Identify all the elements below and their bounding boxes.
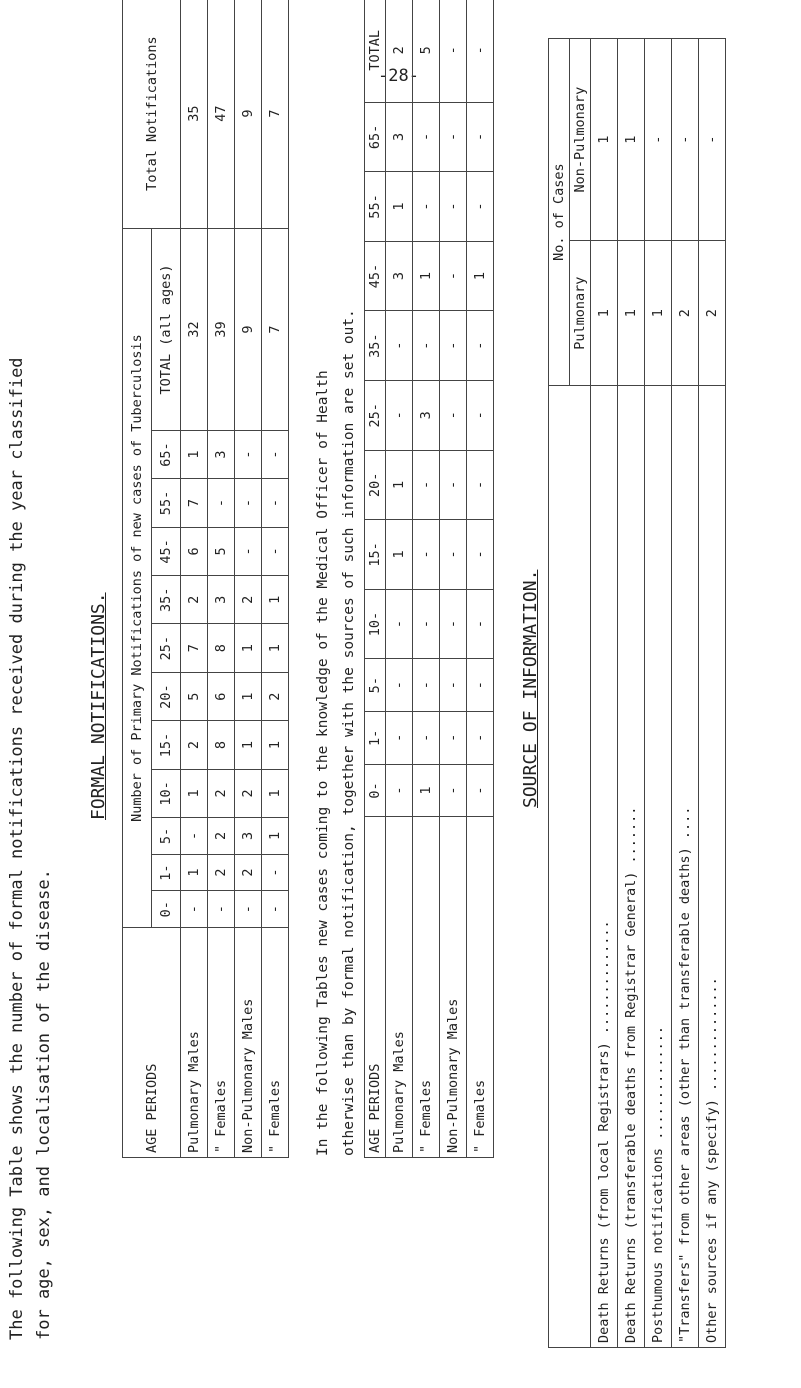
cell: - xyxy=(208,479,235,527)
intro-line-1: The following Table shows the number of formal notifications received during the year classified xyxy=(7,357,27,1340)
cell: - xyxy=(262,479,289,527)
non-pulmonary-cell: 1 xyxy=(591,39,618,241)
cell: 2 xyxy=(208,818,235,855)
cell: - xyxy=(413,311,440,381)
cell: - xyxy=(208,891,235,928)
cell: 1 xyxy=(181,854,208,891)
pulmonary-cell: 2 xyxy=(699,241,726,386)
cell: - xyxy=(440,764,467,817)
notifications-cell: 7 xyxy=(262,0,289,229)
cell: 8 xyxy=(208,624,235,672)
pulmonary-cell: 2 xyxy=(672,241,699,386)
age-group-header: 5- xyxy=(152,818,181,855)
cell: 1 xyxy=(235,672,262,720)
supplementary-table xyxy=(364,0,494,1158)
age-group-header: 55- xyxy=(365,172,386,242)
no-of-cases-header: No. of Cases xyxy=(549,39,570,386)
row-label: Pulmonary Males xyxy=(181,928,208,1158)
cell: - xyxy=(181,891,208,928)
cell: - xyxy=(262,430,289,478)
supplementary-note xyxy=(310,309,362,1156)
cell: 7 xyxy=(181,624,208,672)
cell: 1 xyxy=(181,769,208,817)
age-group-header: 65- xyxy=(365,102,386,172)
table-row xyxy=(699,39,726,1348)
pulmonary-cell: 1 xyxy=(645,241,672,386)
non-pulmonary-header: Non-Pulmonary xyxy=(570,39,591,241)
total-cell: 7 xyxy=(262,229,289,431)
source-label: Death Returns (transferable deaths from Registrar General) ....... xyxy=(618,386,645,1348)
age-group-header: 35- xyxy=(152,576,181,624)
total-cell: - xyxy=(467,0,494,102)
age-group-header: 1- xyxy=(152,854,181,891)
cell: 1 xyxy=(262,769,289,817)
cell: - xyxy=(386,764,413,817)
row-label: " Females xyxy=(413,817,440,1158)
total-cell: 9 xyxy=(235,229,262,431)
cell: 3 xyxy=(208,430,235,478)
cell: - xyxy=(440,172,467,242)
source-label: Posthumous notifications .............. xyxy=(645,386,672,1348)
row-label: Non-Pulmonary Males xyxy=(235,928,262,1158)
table-row xyxy=(235,0,262,1158)
non-pulmonary-cell: - xyxy=(699,39,726,241)
cell: - xyxy=(440,311,467,381)
table-row xyxy=(181,0,208,1158)
cell: 1 xyxy=(386,450,413,520)
cell: 3 xyxy=(386,241,413,311)
cell: - xyxy=(440,659,467,712)
cell: - xyxy=(467,102,494,172)
age-group-header: 15- xyxy=(365,520,386,590)
table-row xyxy=(618,39,645,1348)
total-cell: 39 xyxy=(208,229,235,431)
cell: - xyxy=(467,311,494,381)
table-row xyxy=(591,39,618,1348)
pulmonary-header: Pulmonary xyxy=(570,241,591,386)
cell: - xyxy=(386,311,413,381)
source-label: Other sources if any (specify) .............. xyxy=(699,386,726,1348)
row-label: Non-Pulmonary Males xyxy=(440,817,467,1158)
age-group-header: 0- xyxy=(152,891,181,928)
cell: - xyxy=(440,450,467,520)
notifications-cell: 9 xyxy=(235,0,262,229)
notifications-cell: 35 xyxy=(181,0,208,229)
formal-notifications-table xyxy=(122,0,289,1158)
cell: 5 xyxy=(208,527,235,575)
table-row xyxy=(672,39,699,1348)
cell: 1 xyxy=(467,241,494,311)
cell: 3 xyxy=(413,380,440,450)
cell: - xyxy=(262,854,289,891)
age-group-header: 10- xyxy=(365,589,386,659)
cell: 2 xyxy=(181,576,208,624)
cell: - xyxy=(262,527,289,575)
cell: - xyxy=(467,712,494,765)
cell: 3 xyxy=(235,818,262,855)
age-group-header: 65- xyxy=(152,430,181,478)
cell: - xyxy=(467,380,494,450)
cell: 1 xyxy=(181,430,208,478)
total-cell: 32 xyxy=(181,229,208,431)
table-row xyxy=(440,0,467,1158)
total-all-ages-header: TOTAL (all ages) xyxy=(152,229,181,431)
cell: 2 xyxy=(235,576,262,624)
source-label: Death Returns (from local Registrars) .............. xyxy=(591,386,618,1348)
cell: 6 xyxy=(208,672,235,720)
source-header-blank xyxy=(549,386,591,1348)
cell: - xyxy=(413,659,440,712)
cell: 2 xyxy=(235,854,262,891)
cell: 1 xyxy=(262,576,289,624)
cell: - xyxy=(235,527,262,575)
total-header: TOTAL xyxy=(365,0,386,102)
non-pulmonary-cell: - xyxy=(672,39,699,241)
age-group-header: 10- xyxy=(152,769,181,817)
intro-line-2: for age, sex, and localisation of the disease. xyxy=(34,869,54,1340)
cell: 6 xyxy=(181,527,208,575)
row-label: " Females xyxy=(208,928,235,1158)
cell: 1 xyxy=(413,241,440,311)
cell: - xyxy=(467,764,494,817)
cell: - xyxy=(386,659,413,712)
cell: 5 xyxy=(181,672,208,720)
source-label: "Transfers" from other areas (other than transferable deaths) .... xyxy=(672,386,699,1348)
total-cell: 5 xyxy=(413,0,440,102)
cell: 8 xyxy=(208,721,235,769)
pulmonary-cell: 1 xyxy=(618,241,645,386)
cell: - xyxy=(440,520,467,590)
cell: 2 xyxy=(262,672,289,720)
non-pulmonary-cell: 1 xyxy=(618,39,645,241)
cell: - xyxy=(440,380,467,450)
cell: - xyxy=(181,818,208,855)
cell: - xyxy=(386,589,413,659)
notifications-cell: 47 xyxy=(208,0,235,229)
cell: - xyxy=(440,712,467,765)
cell: 1 xyxy=(262,721,289,769)
cell: - xyxy=(467,520,494,590)
cell: 1 xyxy=(235,721,262,769)
table-row xyxy=(413,0,440,1158)
cell: 1 xyxy=(235,624,262,672)
cell: 1 xyxy=(386,520,413,590)
age-periods-header: AGE PERIODS xyxy=(365,817,386,1158)
age-group-header: 20- xyxy=(152,672,181,720)
age-group-header: 25- xyxy=(365,380,386,450)
age-group-header: 5- xyxy=(365,659,386,712)
cell: - xyxy=(467,172,494,242)
cell: 3 xyxy=(208,576,235,624)
cell: 1 xyxy=(262,624,289,672)
cell: - xyxy=(262,891,289,928)
age-group-header: 45- xyxy=(152,527,181,575)
cell: - xyxy=(386,712,413,765)
age-group-header: 15- xyxy=(152,721,181,769)
cell: - xyxy=(413,589,440,659)
cell: 1 xyxy=(413,764,440,817)
cell: - xyxy=(440,589,467,659)
cell: - xyxy=(235,430,262,478)
cell: - xyxy=(440,241,467,311)
table-row xyxy=(208,0,235,1158)
note-line-1: In the following Tables new cases coming to the knowledge of the Medical Officer of Health xyxy=(315,370,331,1156)
cell: 3 xyxy=(386,102,413,172)
cell: 2 xyxy=(181,721,208,769)
cell: - xyxy=(467,589,494,659)
pulmonary-cell: 1 xyxy=(591,241,618,386)
table-header-row xyxy=(549,39,570,1348)
cell: - xyxy=(386,380,413,450)
cell: 1 xyxy=(386,172,413,242)
row-label: Pulmonary Males xyxy=(386,817,413,1158)
total-cell: - xyxy=(440,0,467,102)
age-group-header: 0- xyxy=(365,764,386,817)
formal-notifications-title: FORMAL NOTIFICATIONS. xyxy=(88,592,109,820)
cell: - xyxy=(413,712,440,765)
intro-text xyxy=(4,40,58,1340)
cell: - xyxy=(413,172,440,242)
cell: - xyxy=(235,479,262,527)
age-group-header: 45- xyxy=(365,241,386,311)
group-header: Number of Primary Notifications of new cases of Tuberculosis xyxy=(123,229,152,928)
cell: - xyxy=(413,520,440,590)
note-line-2: otherwise than by formal notification, together with the sources of such information are set out. xyxy=(341,309,357,1156)
source-of-information-table xyxy=(548,38,726,1348)
table-header-row xyxy=(365,0,386,1158)
age-group-header: 55- xyxy=(152,479,181,527)
cell: - xyxy=(413,450,440,520)
total-cell: 2 xyxy=(386,0,413,102)
row-label: " Females xyxy=(262,928,289,1158)
page-number: -28- xyxy=(378,66,419,86)
age-group-header: 35- xyxy=(365,311,386,381)
table-row xyxy=(386,0,413,1158)
cell: 2 xyxy=(208,854,235,891)
age-periods-header: AGE PERIODS xyxy=(123,928,181,1158)
cell: 2 xyxy=(235,769,262,817)
cell: 1 xyxy=(262,818,289,855)
cell: - xyxy=(467,450,494,520)
cell: - xyxy=(467,659,494,712)
cell: 7 xyxy=(181,479,208,527)
age-group-header: 25- xyxy=(152,624,181,672)
non-pulmonary-cell: - xyxy=(645,39,672,241)
table-header-row xyxy=(123,0,152,1158)
source-of-information-title: SOURCE OF INFORMATION. xyxy=(520,569,541,808)
table-row xyxy=(645,39,672,1348)
cell: - xyxy=(235,891,262,928)
age-group-header: 20- xyxy=(365,450,386,520)
row-label: " Females xyxy=(467,817,494,1158)
age-group-header: 1- xyxy=(365,712,386,765)
total-notifications-header: Total Notifications xyxy=(123,0,181,229)
cell: - xyxy=(440,102,467,172)
cell: - xyxy=(413,102,440,172)
cell: 2 xyxy=(208,769,235,817)
table-row xyxy=(467,0,494,1158)
table-row xyxy=(262,0,289,1158)
